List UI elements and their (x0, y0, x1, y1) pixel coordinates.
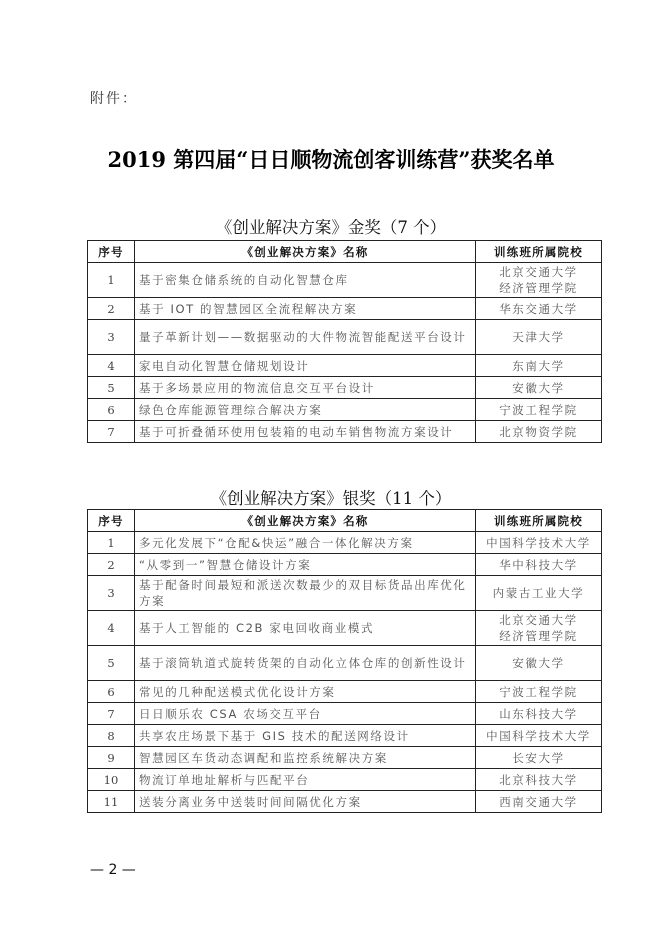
table-row (88, 747, 602, 769)
row-number: 2 (88, 298, 135, 320)
school-line: 北京交通大学 (499, 265, 578, 279)
silver-award-section-title: 《创业解决方案》银奖（11 个） (210, 489, 452, 508)
row-number: 1 (88, 532, 135, 554)
solution-name: 基于 IOT 的智慧园区全流程解决方案 (135, 298, 476, 320)
school: 宁波工程学院 (476, 681, 602, 703)
solution-name: 共享农庄场景下基于 GIS 技术的配送网络设计 (135, 725, 476, 747)
table-row (88, 320, 602, 355)
solution-name: “从零到一”智慧仓储设计方案 (135, 554, 476, 576)
table-row (88, 298, 602, 320)
table-row (88, 769, 602, 791)
table-row (88, 681, 602, 703)
solution-name: 基于密集仓储系统的自动化智慧仓库 (135, 263, 476, 298)
table-row (88, 576, 602, 611)
silver-award-table (87, 509, 602, 813)
gold-award-table (87, 240, 602, 443)
school-line: 北京交通大学 (499, 613, 578, 627)
solution-name: 基于配备时间最短和派送次数最少的双目标货品出库优化方案 (135, 576, 476, 611)
row-number: 1 (88, 263, 135, 298)
solution-name: 物流订单地址解析与匹配平台 (135, 769, 476, 791)
row-number: 7 (88, 703, 135, 725)
table-row (88, 611, 602, 646)
school: 内蒙古工业大学 (476, 576, 602, 611)
row-number: 4 (88, 355, 135, 377)
row-number: 8 (88, 725, 135, 747)
row-number: 6 (88, 399, 135, 421)
school (476, 611, 602, 646)
school: 宁波工程学院 (476, 399, 602, 421)
header-solution-name: 《创业解决方案》名称 (135, 510, 476, 532)
school: 安徽大学 (476, 646, 602, 681)
row-number: 4 (88, 611, 135, 646)
header-number: 序号 (88, 510, 135, 532)
header-school: 训练班所属院校 (476, 241, 602, 263)
table-row (88, 532, 602, 554)
school: 长安大学 (476, 747, 602, 769)
page-number: — 2 — (90, 862, 136, 878)
solution-name: 常见的几种配送模式优化设计方案 (135, 681, 476, 703)
school: 东南大学 (476, 355, 602, 377)
table-row (88, 399, 602, 421)
table-row (88, 263, 602, 298)
row-number: 11 (88, 791, 135, 813)
school: 北京物资学院 (476, 421, 602, 443)
table-row (88, 725, 602, 747)
school: 中国科学技术大学 (476, 725, 602, 747)
row-number: 2 (88, 554, 135, 576)
row-number: 9 (88, 747, 135, 769)
solution-name: 绿色仓库能源管理综合解决方案 (135, 399, 476, 421)
table-row (88, 554, 602, 576)
row-number: 6 (88, 681, 135, 703)
header-solution-name: 《创业解决方案》名称 (135, 241, 476, 263)
solution-name: 送装分离业务中送装时间间隔优化方案 (135, 791, 476, 813)
header-number: 序号 (88, 241, 135, 263)
table-row (88, 646, 602, 681)
row-number: 10 (88, 769, 135, 791)
school-line: 经济管理学院 (499, 281, 578, 295)
table-row (88, 377, 602, 399)
solution-name: 日日顺乐农 CSA 农场交互平台 (135, 703, 476, 725)
solution-name: 基于多场景应用的物流信息交互平台设计 (135, 377, 476, 399)
row-number: 7 (88, 421, 135, 443)
solution-name: 基于可折叠循环使用包装箱的电动车销售物流方案设计 (135, 421, 476, 443)
solution-name: 基于滚筒轨道式旋转货架的自动化立体仓库的创新性设计 (135, 646, 476, 681)
school: 北京科技大学 (476, 769, 602, 791)
table-row (88, 791, 602, 813)
gold-award-section-title: 《创业解决方案》金奖（7 个） (215, 218, 447, 237)
solution-name: 多元化发展下“仓配&快运”融合一体化解决方案 (135, 532, 476, 554)
solution-name: 家电自动化智慧仓储规划设计 (135, 355, 476, 377)
header-school: 训练班所属院校 (476, 510, 602, 532)
school: 山东科技大学 (476, 703, 602, 725)
table-row (88, 703, 602, 725)
page-title: 2019 第四届“日日顺物流创客训练营”获奖名单 (107, 147, 555, 172)
solution-name: 量子革新计划——数据驱动的大件物流智能配送平台设计 (135, 320, 476, 355)
school-line: 经济管理学院 (499, 629, 578, 643)
school: 天津大学 (476, 320, 602, 355)
school (476, 263, 602, 298)
table-row (88, 421, 602, 443)
table-header-row (88, 241, 602, 263)
school: 中国科学技术大学 (476, 532, 602, 554)
table-row (88, 355, 602, 377)
solution-name: 智慧园区车货动态调配和监控系统解决方案 (135, 747, 476, 769)
school: 西南交通大学 (476, 791, 602, 813)
school: 安徽大学 (476, 377, 602, 399)
row-number: 5 (88, 646, 135, 681)
school: 华中科技大学 (476, 554, 602, 576)
row-number: 3 (88, 576, 135, 611)
row-number: 5 (88, 377, 135, 399)
solution-name: 基于人工智能的 C2B 家电回收商业模式 (135, 611, 476, 646)
school: 华东交通大学 (476, 298, 602, 320)
attachment-label: 附件： (90, 91, 138, 107)
table-header-row (88, 510, 602, 532)
row-number: 3 (88, 320, 135, 355)
